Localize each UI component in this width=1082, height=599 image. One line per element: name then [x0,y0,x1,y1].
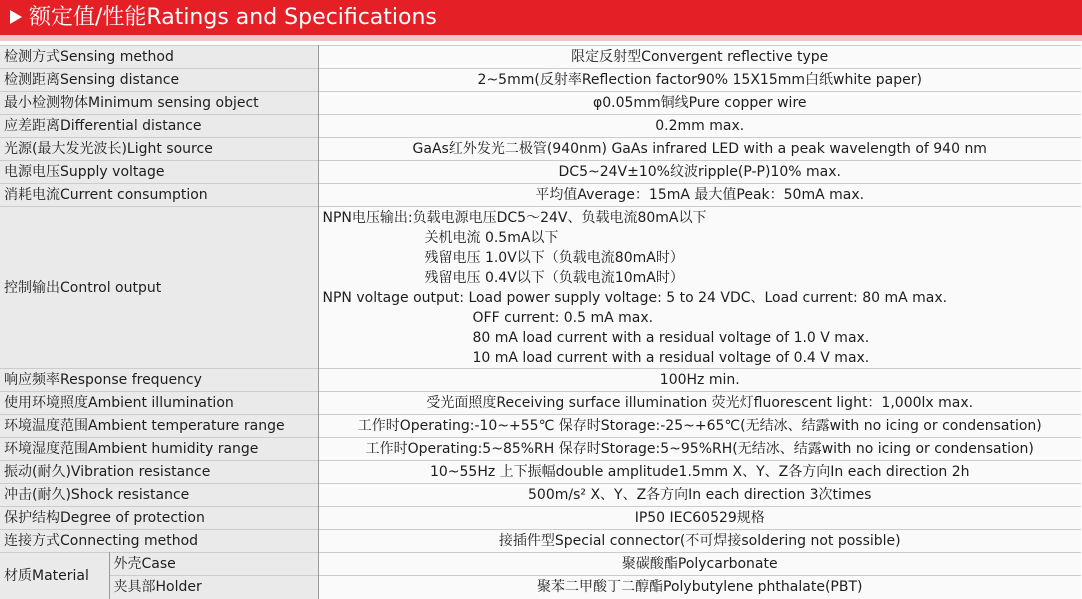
control-output-line: NPN voltage output: Load power supply voltage: 5 to 24 VDC、Load current: 80 mA max. [322,289,948,306]
section-header [0,0,1082,35]
control-output-line: 80 mA load current with a residual voltage of 1.0 V max. [472,329,870,346]
row-value: 受光面照度Receiving surface illumination 荧光灯fluorescent light：1,000lx max. [318,392,1081,415]
row-value: 10~55Hz 上下振幅double amplitude1.5mm X、Y、Z各方向In each direction 2h [318,461,1081,484]
row-label: 最小检测物体Minimum sensing object [0,92,318,115]
row-value: GaAs红外发光二极管(940nm) GaAs infrared LED with a peak wavelength of 940 nm [318,138,1081,161]
control-output-line: 关机电流 0.5mA以下 [424,229,559,246]
row-label: 消耗电流Current consumption [0,184,318,207]
table-row-control-output [0,207,1081,369]
row-value: 500m/s² X、Y、Z各方向In each direction 3次times [318,484,1081,507]
case-value: 聚碳酸酯Polycarbonate [318,553,1081,576]
table-row-material-holder [0,576,1081,599]
table-row [0,161,1081,184]
table-row [0,115,1081,138]
triangle-bullet-icon [10,10,22,24]
row-value: 工作时Operating:5~85%RH 保存时Storage:5~95%RH(无结冰、结露with no icing or condensation) [318,438,1081,461]
section-title: 额定值/性能Ratings and Specifications [29,5,437,30]
row-value: 工作时Operating:-10~+55℃ 保存时Storage:-25~+65℃(无结冰、结露with no icing or condensation) [318,415,1081,438]
row-label: 应差距离Differential distance [0,115,318,138]
control-output-line: OFF current: 0.5 mA max. [472,309,654,326]
case-label: 外壳Case [109,553,318,576]
row-value: 100Hz min. [318,369,1081,392]
row-value: IP50 IEC60529规格 [318,507,1081,530]
table-row [0,438,1081,461]
table-row [0,138,1081,161]
control-output-line: NPN电压输出:负载电源电压DC5～24V、负载电流80mA以下 [322,209,707,226]
holder-label: 夹具部Holder [109,576,318,599]
row-label: 控制输出Control output [0,207,318,369]
specifications-table [0,45,1081,599]
table-row [0,46,1081,69]
row-label: 光源(最大发光波长)Light source [0,138,318,161]
table-row [0,369,1081,392]
control-output-value [318,207,1081,369]
table-row [0,69,1081,92]
material-label: 材质Material [0,553,109,599]
row-label: 环境温度范围Ambient temperature range [0,415,318,438]
table-row [0,484,1081,507]
row-label: 振动(耐久)Vibration resistance [0,461,318,484]
table-row [0,92,1081,115]
row-label: 使用环境照度Ambient illumination [0,392,318,415]
row-label: 保护结构Degree of protection [0,507,318,530]
row-value: 接插件型Special connector(不可焊接soldering not possible) [318,530,1081,553]
row-value: 平均值Average：15mA 最大值Peak：50mA max. [318,184,1081,207]
table-row [0,461,1081,484]
row-value: DC5~24V±10%纹波ripple(P-P)10% max. [318,161,1081,184]
row-value: 限定反射型Convergent reflective type [318,46,1081,69]
row-label: 检测距离Sensing distance [0,69,318,92]
row-value: φ0.05mm铜线Pure copper wire [318,92,1081,115]
table-row [0,184,1081,207]
row-label: 电源电压Supply voltage [0,161,318,184]
table-row [0,507,1081,530]
header-divider [0,35,1082,41]
row-label: 连接方式Connecting method [0,530,318,553]
row-label: 响应频率Response frequency [0,369,318,392]
control-output-line: 残留电压 0.4V以下（负载电流10mA时） [424,269,684,286]
control-output-line: 残留电压 1.0V以下（负载电流80mA时） [424,249,684,266]
row-value: 0.2mm max. [318,115,1081,138]
table-row-material-case [0,553,1081,576]
control-output-line: 10 mA load current with a residual voltage of 0.4 V max. [472,349,870,366]
row-value: 2~5mm(反射率Reflection factor90% 15X15mm白纸white paper) [318,69,1081,92]
table-row [0,415,1081,438]
row-label: 冲击(耐久)Shock resistance [0,484,318,507]
row-label: 环境湿度范围Ambient humidity range [0,438,318,461]
table-row [0,530,1081,553]
holder-value: 聚苯二甲酸丁二醇酯Polybutylene phthalate(PBT) [318,576,1081,599]
row-label: 检测方式Sensing method [0,46,318,69]
table-row [0,392,1081,415]
